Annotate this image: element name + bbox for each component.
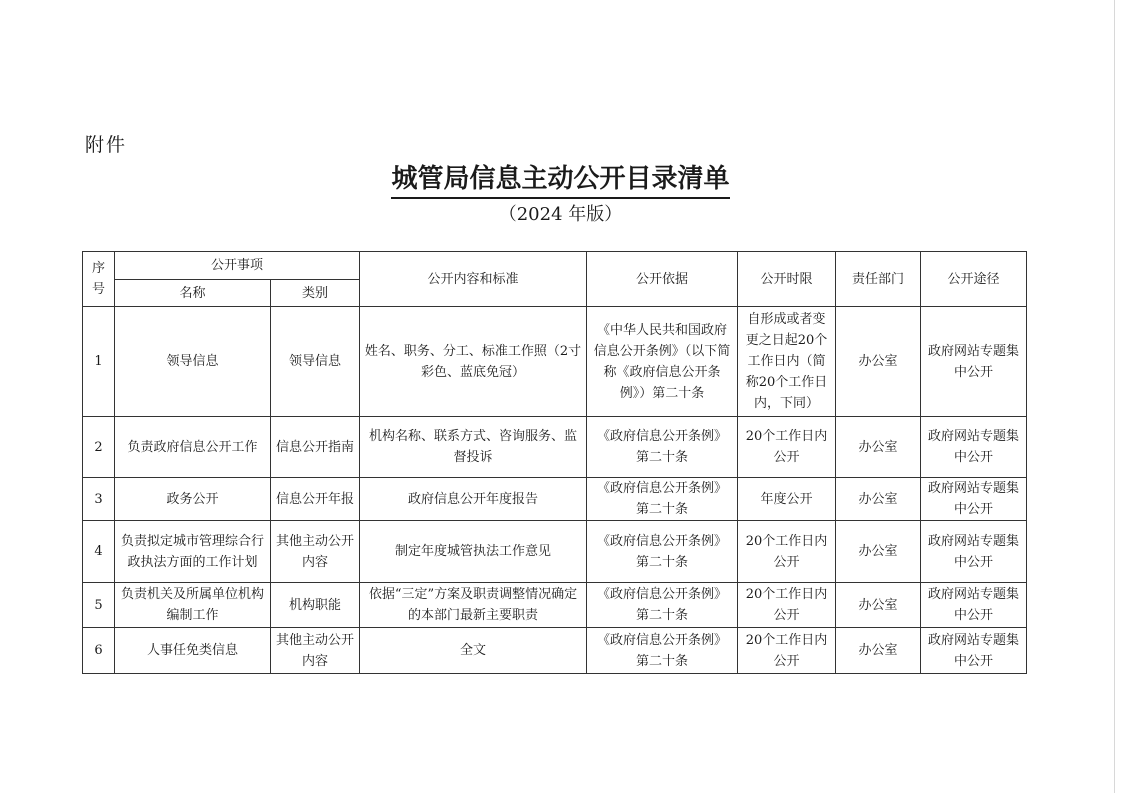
cell-channel: 政府网站专题集中公开 [921,628,1027,674]
cell-category: 领导信息 [271,307,360,417]
header-content: 公开内容和标准 [360,252,587,307]
cell-basis: 《政府信息公开条例》第二十条 [587,583,738,628]
cell-category: 信息公开指南 [271,417,360,478]
cell-time-limit: 20个工作日内公开 [738,583,836,628]
cell-time-limit: 20个工作日内公开 [738,628,836,674]
cell-name: 领导信息 [115,307,271,417]
cell-category: 信息公开年报 [271,478,360,521]
cell-seq: 1 [83,307,115,417]
cell-channel: 政府网站专题集中公开 [921,307,1027,417]
cell-name: 负责政府信息公开工作 [115,417,271,478]
cell-content: 姓名、职务、分工、标准工作照（2寸彩色、蓝底免冠） [360,307,587,417]
table-row [83,478,1027,521]
header-basis: 公开依据 [587,252,738,307]
cell-name: 政务公开 [115,478,271,521]
cell-department: 办公室 [836,478,921,521]
cell-basis: 《政府信息公开条例》第二十条 [587,478,738,521]
cell-channel: 政府网站专题集中公开 [921,521,1027,583]
cell-time-limit: 20个工作日内公开 [738,521,836,583]
document-title [0,158,1121,199]
cell-seq: 3 [83,478,115,521]
header-channel: 公开途径 [921,252,1027,307]
cell-name: 负责机关及所属单位机构编制工作 [115,583,271,628]
cell-category: 其他主动公开内容 [271,628,360,674]
header-time-limit: 公开时限 [738,252,836,307]
cell-category: 其他主动公开内容 [271,521,360,583]
cell-channel: 政府网站专题集中公开 [921,478,1027,521]
header-department: 责任部门 [836,252,921,307]
cell-basis: 《政府信息公开条例》第二十条 [587,417,738,478]
cell-seq: 5 [83,583,115,628]
cell-department: 办公室 [836,307,921,417]
cell-time-limit: 自形成或者变更之日起20个工作日内（简称20个工作日内，下同） [738,307,836,417]
cell-seq: 4 [83,521,115,583]
header-seq: 序号 [83,252,115,307]
cell-department: 办公室 [836,417,921,478]
document-title-text: 城管局信息主动公开目录清单 [391,158,729,199]
cell-time-limit: 年度公开 [738,478,836,521]
cell-basis: 《政府信息公开条例》第二十条 [587,628,738,674]
cell-category: 机构职能 [271,583,360,628]
cell-content: 依据“三定”方案及职责调整情况确定的本部门最新主要职责 [360,583,587,628]
table-row [83,417,1027,478]
cell-time-limit: 20个工作日内公开 [738,417,836,478]
table-row [83,521,1027,583]
table-body [83,307,1027,674]
header-name: 名称 [115,280,271,307]
cell-content: 制定年度城管执法工作意见 [360,521,587,583]
cell-seq: 2 [83,417,115,478]
cell-department: 办公室 [836,583,921,628]
table-header [83,252,1027,307]
cell-content: 全文 [360,628,587,674]
cell-channel: 政府网站专题集中公开 [921,583,1027,628]
cell-department: 办公室 [836,521,921,583]
cell-content: 机构名称、联系方式、咨询服务、监督投诉 [360,417,587,478]
cell-seq: 6 [83,628,115,674]
cell-name: 人事任免类信息 [115,628,271,674]
document-subtitle: （2024 年版） [498,204,623,225]
cell-content: 政府信息公开年度报告 [360,478,587,521]
disclosure-catalog-table [82,251,1027,674]
attachment-label: 附件 [85,134,128,156]
table-row [83,307,1027,417]
header-category: 类别 [271,280,360,307]
page-edge-line [1114,0,1115,793]
cell-department: 办公室 [836,628,921,674]
header-item-group: 公开事项 [115,252,360,280]
cell-channel: 政府网站专题集中公开 [921,417,1027,478]
cell-basis: 《中华人民共和国政府信息公开条例》（以下简称《政府信息公开条例》）第二十条 [587,307,738,417]
table-row [83,628,1027,674]
cell-basis: 《政府信息公开条例》第二十条 [587,521,738,583]
table-row [83,583,1027,628]
cell-name: 负责拟定城市管理综合行政执法方面的工作计划 [115,521,271,583]
